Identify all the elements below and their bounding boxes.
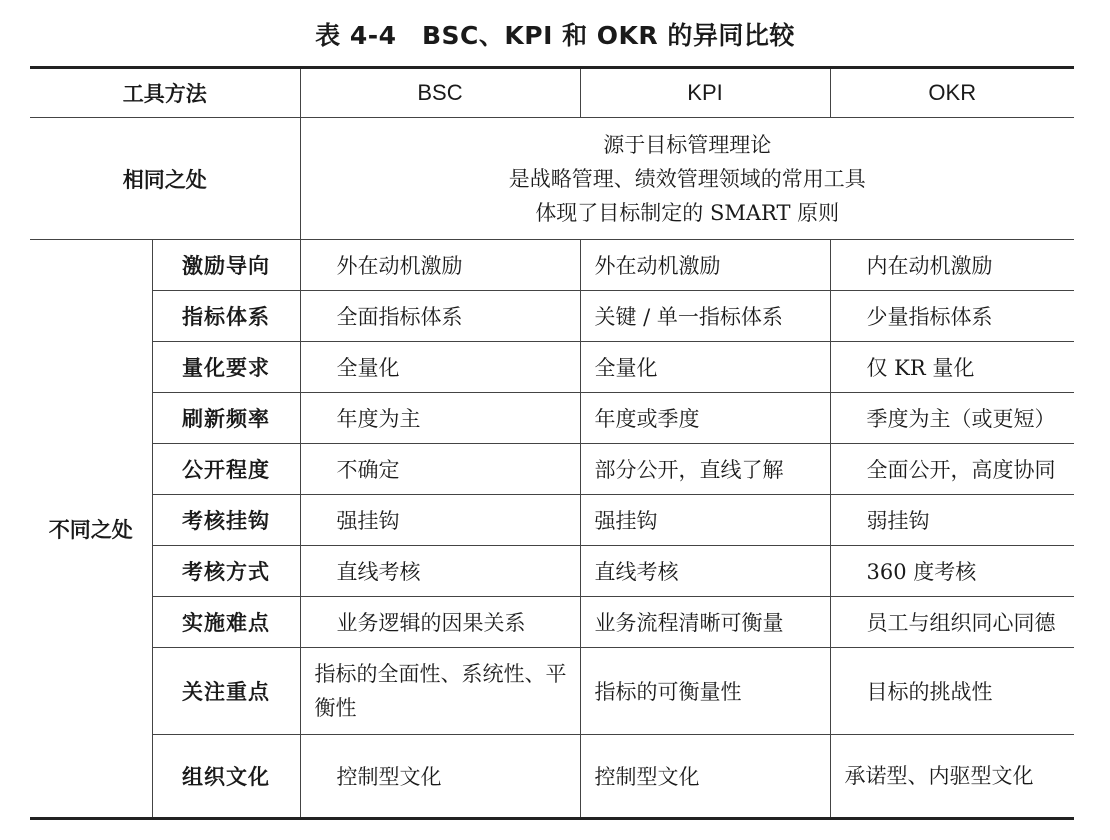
row-attribute: 公开程度 (152, 444, 300, 495)
row-kpi: 控制型文化 (580, 735, 830, 819)
same-line: 是战略管理、绩效管理领域的常用工具 (508, 166, 866, 191)
table-row (30, 342, 1074, 393)
row-attribute: 实施难点 (152, 597, 300, 648)
row-bsc: 指标的全面性、系统性、平衡性 (300, 648, 580, 735)
row-attribute: 考核方式 (152, 546, 300, 597)
row-okr: 目标的挑战性 (830, 648, 1074, 735)
row-attribute: 量化要求 (152, 342, 300, 393)
header-row (30, 68, 1074, 118)
row-attribute: 指标体系 (152, 291, 300, 342)
row-okr: 季度为主（或更短） (830, 393, 1074, 444)
row-kpi: 业务流程清晰可衡量 (580, 597, 830, 648)
row-kpi: 全量化 (580, 342, 830, 393)
row-kpi: 外在动机激励 (580, 240, 830, 291)
same-line: 体现了目标制定的 SMART 原则 (535, 200, 840, 225)
row-attribute: 考核挂钩 (152, 495, 300, 546)
row-attribute: 关注重点 (152, 648, 300, 735)
table-row (30, 597, 1074, 648)
row-okr: 360 度考核 (830, 546, 1074, 597)
row-bsc: 全量化 (300, 342, 580, 393)
row-okr: 内在动机激励 (830, 240, 1074, 291)
row-kpi: 部分公开，直线了解 (580, 444, 830, 495)
same-content (300, 118, 1074, 240)
row-okr: 全面公开，高度协同 (830, 444, 1074, 495)
row-bsc: 不确定 (300, 444, 580, 495)
row-bsc: 强挂钩 (300, 495, 580, 546)
table-row (30, 648, 1074, 735)
table-row (30, 444, 1074, 495)
row-okr: 承诺型、内驱型文化 (830, 735, 1074, 819)
row-attribute: 组织文化 (152, 735, 300, 819)
row-bsc: 年度为主 (300, 393, 580, 444)
header-tool: 工具方法 (30, 68, 300, 118)
header-kpi: KPI (580, 68, 830, 118)
table-row (30, 735, 1074, 819)
row-bsc: 业务逻辑的因果关系 (300, 597, 580, 648)
same-line: 源于目标管理理论 (603, 132, 772, 157)
row-attribute: 刷新频率 (152, 393, 300, 444)
row-kpi: 年度或季度 (580, 393, 830, 444)
row-kpi: 指标的可衡量性 (580, 648, 830, 735)
table-row (30, 393, 1074, 444)
row-kpi: 关键 / 单一指标体系 (580, 291, 830, 342)
diff-label: 不同之处 (30, 240, 152, 819)
table-caption: 表 4-4 BSC、KPI 和 OKR 的异同比较 (315, 21, 795, 50)
table-row (30, 291, 1074, 342)
row-kpi: 直线考核 (580, 546, 830, 597)
row-bsc: 直线考核 (300, 546, 580, 597)
comparison-table (30, 66, 1074, 820)
row-bsc: 全面指标体系 (300, 291, 580, 342)
row-okr: 仅 KR 量化 (830, 342, 1074, 393)
same-label: 相同之处 (30, 118, 300, 240)
row-kpi: 强挂钩 (580, 495, 830, 546)
row-attribute: 激励导向 (152, 240, 300, 291)
table-row (30, 546, 1074, 597)
row-okr: 少量指标体系 (830, 291, 1074, 342)
same-row (30, 118, 1074, 240)
header-bsc: BSC (300, 68, 580, 118)
table-row (30, 495, 1074, 546)
row-bsc: 控制型文化 (300, 735, 580, 819)
row-okr: 弱挂钩 (830, 495, 1074, 546)
table-row (30, 240, 1074, 291)
row-okr: 员工与组织同心同德 (830, 597, 1074, 648)
row-bsc: 外在动机激励 (300, 240, 580, 291)
header-okr: OKR (830, 68, 1074, 118)
